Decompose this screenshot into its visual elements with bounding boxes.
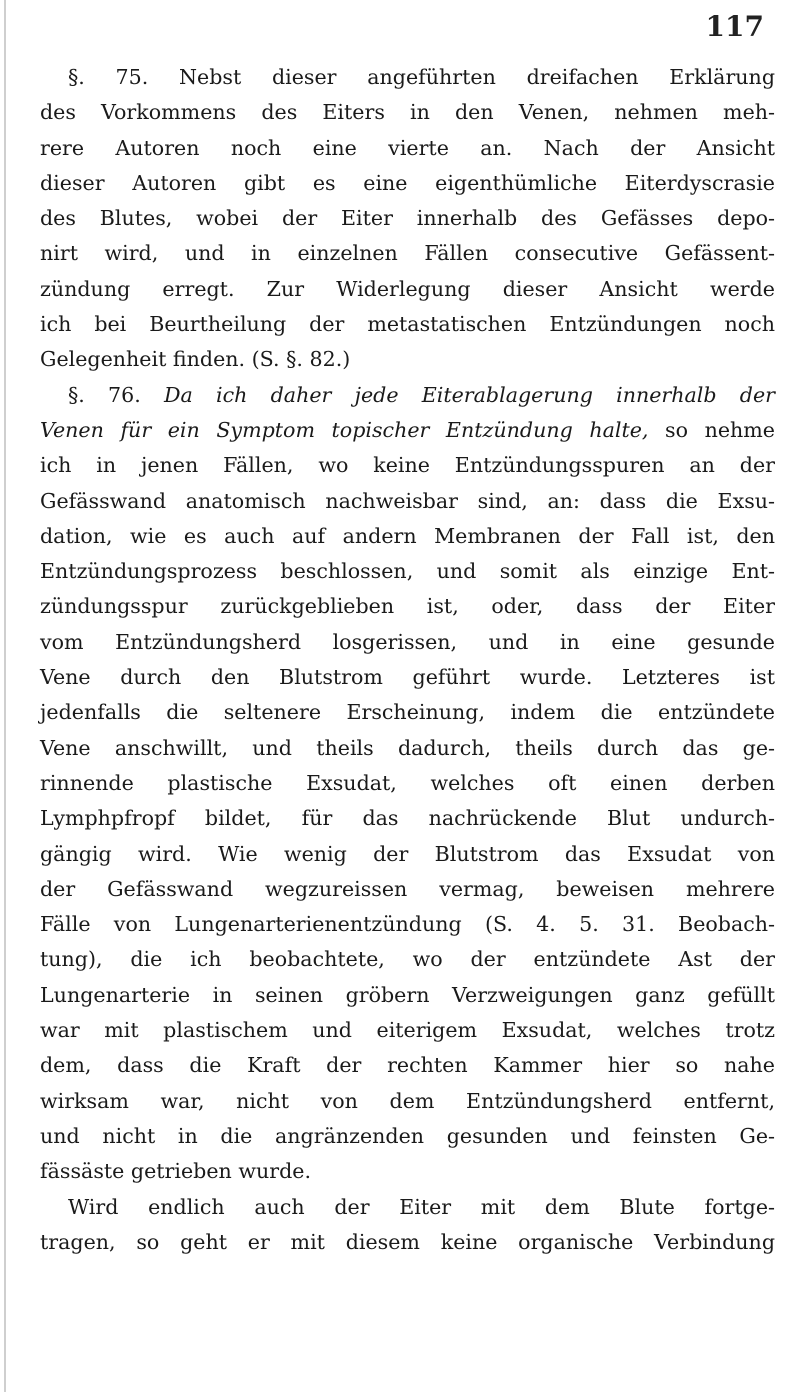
text-line: Fälle von Lungenarterienentzündung (S. 4. 5. 31. Beobach- — [40, 912, 775, 937]
text-line: wirksam war, nicht von dem Entzündungsherd entfernt, — [40, 1088, 775, 1113]
text-line: dieser Autoren gibt es eine eigenthümliche Eiterdyscrasie — [40, 170, 775, 195]
text-line: vom Entzündungsherd losgerissen, und in eine gesunde — [40, 629, 775, 654]
text-line: der Gefässwand wegzureissen vermag, beweisen mehrere — [40, 876, 775, 901]
text-line: dation, wie es auch auf andern Membranen der Fall ist, den — [40, 523, 775, 548]
text-line: §. 75. Nebst dieser angeführten dreifachen Erklärung — [68, 65, 775, 89]
text-line: des Blutes, wobei der Eiter innerhalb des Gefässes depo- — [40, 206, 775, 231]
text-line: dem, dass die Kraft der rechten Kammer hier so nahe — [40, 1053, 775, 1078]
text-line: Lungenarterie in seinen gröbern Verzweigungen ganz gefüllt — [40, 982, 775, 1007]
text-line: ich bei Beurtheilung der metastatischen Entzündungen noch — [40, 312, 775, 337]
text-line: Gefässwand anatomisch nachweisbar sind, an: dass die Exsu- — [40, 488, 775, 513]
text-line: und nicht in die angränzenden gesunden und feinsten Ge- — [40, 1123, 775, 1148]
text-line: Vene durch den Blutstrom geführt wurde. Letzteres ist — [40, 665, 775, 690]
italic-phrase: Venen für ein Symptom topischer Entzündung halte, — [40, 417, 649, 442]
text-line: ich in jenen Fällen, wo keine Entzündungsspuren an der — [40, 453, 775, 478]
text-line: gängig wird. Wie wenig der Blutstrom das Exsudat von — [40, 841, 775, 866]
italic-phrase: Da ich daher jede Eiterablagerung innerhalb der — [164, 382, 775, 407]
text-line: zündung erregt. Zur Widerlegung dieser Ansicht werde — [40, 276, 775, 301]
text-line: Lymphpfropf bildet, für das nachrückende Blut undurch- — [40, 806, 775, 831]
body-text — [40, 60, 775, 1260]
text-line: fässäste getrieben wurde. — [40, 1159, 311, 1184]
text-line: nirt wird, und in einzelnen Fällen consecutive Gefässent- — [40, 241, 775, 266]
text-line: tung), die ich beobachtete, wo der entzündete Ast der — [40, 947, 775, 972]
text-line: rere Autoren noch eine vierte an. Nach der Ansicht — [40, 135, 775, 160]
text-line: Entzündungsprozess beschlossen, und somit als einzige Ent- — [40, 559, 775, 584]
text-line: Venen für ein Symptom topischer Entzündung halte, so nehme — [40, 417, 775, 442]
text-line: des Vorkommens des Eiters in den Venen, nehmen meh- — [40, 100, 775, 125]
page-edge-rule — [4, 0, 6, 1392]
text-line: zündungsspur zurückgeblieben ist, oder, dass der Eiter — [40, 594, 775, 619]
text-line: rinnende plastische Exsudat, welches oft einen derben — [40, 770, 775, 795]
text-line: Gelegenheit finden. (S. §. 82.) — [40, 347, 351, 372]
text-line: war mit plastischem und eiterigem Exsudat, welches trotz — [40, 1018, 775, 1043]
page-number: 117 — [705, 10, 764, 43]
text-line: §. 76. Da ich daher jede Eiterablagerung innerhalb der — [68, 382, 775, 407]
text-line: Wird endlich auch der Eiter mit dem Blute fortge- — [68, 1194, 775, 1219]
text-line: tragen, so geht er mit diesem keine organische Verbindung — [40, 1229, 775, 1254]
text-line: jedenfalls die seltenere Erscheinung, indem die entzündete — [40, 700, 775, 725]
text-line: Vene anschwillt, und theils dadurch, theils durch das ge- — [40, 735, 775, 760]
